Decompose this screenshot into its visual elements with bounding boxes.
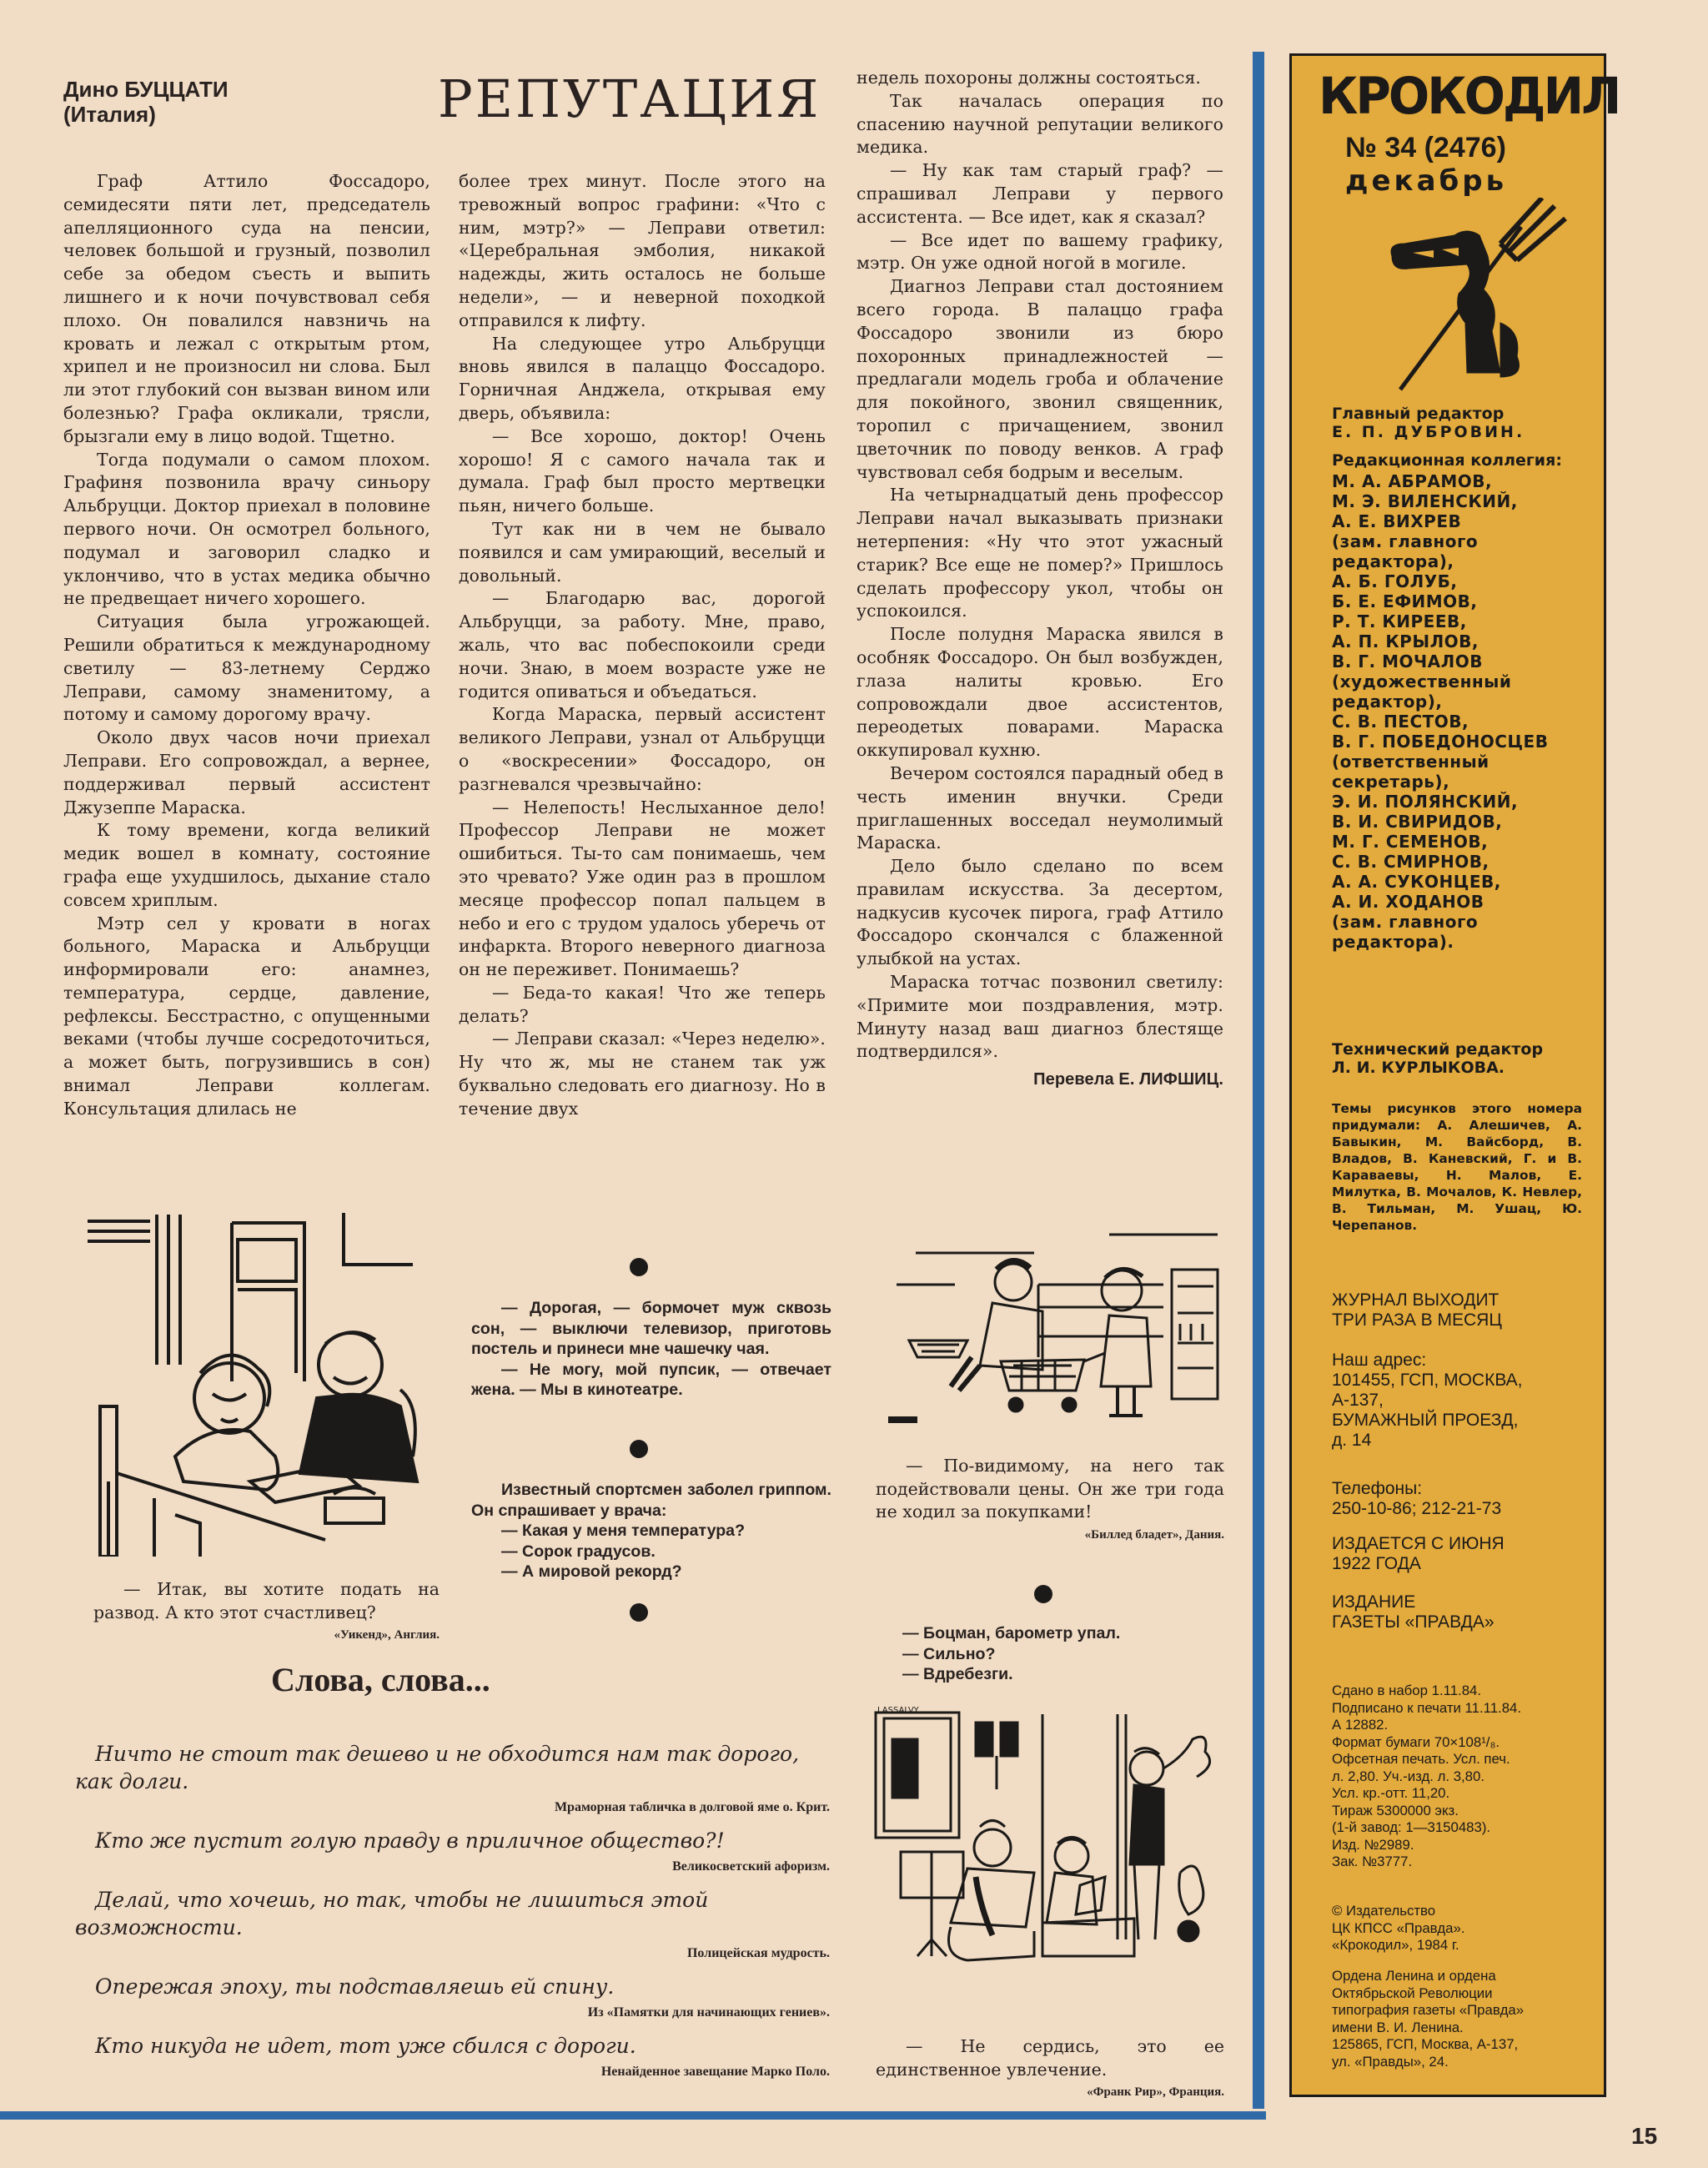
cartoon-supermarket-caption	[876, 1455, 1224, 1547]
joke-line: — Вдребезги.	[902, 1665, 1013, 1683]
translator-credit: Перевела Е. ЛИФШИЦ.	[1033, 1070, 1223, 1089]
since-line: ИЗДАЕТСЯ С ИЮНЯ	[1332, 1534, 1505, 1553]
list-line: Подписано к печати 11.11.84.	[1332, 1699, 1522, 1716]
cartoon-saxophone-illustration	[867, 1706, 1218, 1973]
editorial-board-label: Редакционная коллегия:	[1332, 451, 1562, 470]
paragraph: На четырнадцатый день профессор Леправи начал выказывать признаки нетерпения: «Ну что этот ужасный старик? Все еще не помер?» Пришлось сделать профессору укол, чтобы он успокоился.	[857, 485, 1223, 621]
joke-line: — Не могу, мой пупсик, — отвечает жена. — Мы в кинотеатре.	[471, 1360, 831, 1399]
paragraph: — Леправи сказал: «Через неделю». Ну что ж, мы не станем так уж буквально следовать его диагнозу. Но в течение двух	[459, 1029, 826, 1119]
copyright-line: ЦК КПСС «Правда».	[1332, 1919, 1465, 1936]
list-line: секретарь),	[1332, 772, 1450, 792]
paragraph: Около двух часов ночи приехал Леправи. Его сопровождал, а вернее, поддерживал первый ассистент Джузеппе Мараска.	[63, 727, 430, 817]
paragraph: — Все идет по вашему графику, мэтр. Он уже одной ногой в могиле.	[857, 229, 1223, 274]
bottom-divider	[0, 2111, 1266, 2120]
chief-editor-label: Главный редактор	[1332, 405, 1505, 423]
address-line: д. 14	[1332, 1431, 1372, 1450]
paragraph: Граф Аттило Фоссадоро, семидесяти пяти лет, председатель апелляционного суда на пенсии, человек большой и грузный, позволил себе за обедом съесть и выпить лишнего и к ночи почувствовал себя плохо. Он повалился навзничь на кровать и лежал с открытым ртом, хрипел и не произносил ни слова. Был ли этот глубокий сон вызван вином или болезнью? Графа окликали, трясли, брызгали ему в лицо водой. Тщетно.	[63, 171, 430, 446]
list-line: А 12882.	[1332, 1717, 1389, 1733]
list-line: типография газеты «Правда»	[1332, 2002, 1525, 2018]
publication-frequency	[1332, 1290, 1502, 1330]
paragraph: На следующее утро Альбруцци вновь явился в палаццо Фоссадоро. Горничная Анджела, открывая ему дверь, объявила:	[459, 333, 826, 423]
copyright-line: «Крокодил», 1984 г.	[1332, 1937, 1459, 1953]
list-line: Зак. №3777.	[1332, 1854, 1413, 1869]
aphorism	[75, 1827, 830, 1874]
list-line: А. А. СУКОНЦЕВ,	[1332, 872, 1501, 892]
list-line: ул. «Правды», 24.	[1332, 2053, 1449, 2070]
list-line: редактора).	[1332, 932, 1454, 952]
technical-editor	[1332, 1040, 1543, 1077]
address-line: 101455, ГСП, МОСКВА,	[1332, 1371, 1523, 1390]
joke-line: — Какая у меня температура?	[501, 1522, 746, 1540]
joke-line: — Сорок градусов.	[501, 1542, 656, 1561]
list-line: Р. Т. КИРЕЕВ,	[1332, 611, 1467, 631]
copyright-line: © Издательство	[1332, 1903, 1436, 1919]
printing-house	[1332, 1968, 1524, 2070]
list-line: Усл. кр.-отт. 11,20.	[1332, 1785, 1450, 1801]
joke-line: — Боцман, барометр упал.	[902, 1624, 1121, 1642]
paragraph: — Ну как там старый граф? — спрашивал Леправи у первого ассистента. — Все идет, как я сказал?	[857, 160, 1223, 227]
list-line: Формат бумаги 70×108¹/₈.	[1332, 1733, 1500, 1750]
aphorism-text: Делай, что хочешь, но так, чтобы не лишиться этой возможности.	[75, 1888, 709, 1939]
aphorism	[75, 1973, 830, 2020]
paragraph: Ситуация была угрожающей. Решили обратиться к международному светилу — 83-летнему Серджо Леправи, самому знаменитому, а потому и самому дорогому врачу.	[63, 611, 430, 725]
chief-editor-name: Е. П. ДУБРОВИН.	[1332, 423, 1525, 441]
article-column-3	[857, 67, 1223, 1092]
cartoonist-signature: LASSALVY	[877, 1706, 919, 1715]
magazine-logo: КРОКОДИЛ	[1319, 66, 1620, 126]
cartoon-saxophone-caption	[876, 2035, 1224, 2105]
list-line: Октябрьской Революции	[1332, 1984, 1493, 2001]
list-line: Ордена Ленина и ордена	[1332, 1968, 1496, 1984]
list-line: Офсетная печать. Усл. печ.	[1332, 1751, 1510, 1767]
article-author	[63, 77, 229, 127]
frequency-line: ТРИ РАЗА В МЕСЯЦ	[1332, 1310, 1502, 1330]
list-line: Э. И. ПОЛЯНСКИЙ,	[1332, 792, 1519, 812]
caption-text: — Итак, вы хотите подать на развод. А кто этот счастливец?	[93, 1579, 440, 1622]
address-line: Наш адрес:	[1332, 1351, 1427, 1370]
phones-label: Телефоны:	[1332, 1479, 1423, 1498]
paragraph: — Беда-то какая! Что же теперь делать?	[459, 982, 826, 1026]
masthead-box	[1289, 53, 1620, 2097]
list-line: С. В. ПЕСТОВ,	[1332, 712, 1469, 732]
bullet-dot	[630, 1258, 648, 1276]
author-name: Дино БУЦЦАТИ	[63, 77, 229, 102]
list-line: В. Г. МОЧАЛОВ	[1332, 651, 1484, 672]
paragraph: Мэтр сел у кровати в ногах больного, Мараска и Альбруцци информировали его: анамнез, температура, сердце, давление, рефлексы. Бесстрастно, с опущенными веками (чтобы лучше сосредоточиться, а может быть, погрузившись в сон) внимал Леправи коллегам. Консультация длилась не	[63, 913, 430, 1119]
address-line: А-137,	[1332, 1391, 1384, 1410]
list-line: А. И. ХОДАНОВ	[1332, 892, 1484, 912]
list-line: М. Г. СЕМЕНОВ,	[1332, 832, 1489, 852]
address-line: БУМАЖНЫЙ ПРОЕЗД,	[1332, 1411, 1519, 1430]
paragraph: Тут как ни в чем не бывало появился и сам умирающий, веселый и довольный.	[459, 518, 826, 586]
aphorism-source: Ненайденное завещание Марко Поло.	[600, 2065, 830, 2079]
article-title: РЕПУТАЦИЯ	[438, 68, 821, 129]
paragraph: Мараска тотчас позвонил светилу: «Примите мои поздравления, мэтр. Минуту назад ваш диагноз блестяще подтвердился».	[857, 972, 1223, 1062]
list-line: Тираж 5300000 экз.	[1332, 1802, 1459, 1818]
technical-editor-label: Технический редактор	[1332, 1040, 1544, 1059]
cartoon-supermarket-source: «Биллед бладет», Дания.	[1084, 1527, 1224, 1542]
paragraph: Диагноз Леправи стал достоянием всего города. В палаццо графа Фоссадоро звонили из бюро похоронных принадлежностей — предлагали модель гроба и облачение для покойного, звонил священник, торопил с причащением, звонил цветочник по поводу венков. А граф чувствовал себя бодрым и веселым.	[857, 276, 1223, 482]
publisher-edition	[1332, 1592, 1494, 1632]
caption-text: — Не сердись, это ее единственное увлечение.	[876, 2036, 1224, 2080]
list-line: А. Б. ГОЛУБ,	[1332, 571, 1458, 591]
aphorism	[75, 1740, 830, 1815]
paragraph: недель похороны должны состояться.	[857, 68, 1202, 88]
aphorism	[75, 2032, 830, 2080]
aphorism	[75, 1886, 830, 1961]
paragraph: Когда Мараска, первый ассистент великого Леправи, узнал от Альбруцци о «воскресении» Фоссадоро, он разгневался чрезвычайно:	[459, 704, 826, 794]
published-since	[1332, 1534, 1505, 1574]
article-column-1	[63, 170, 430, 1121]
cartoon-divorce-caption	[93, 1578, 440, 1647]
edition-line: ГАЗЕТЫ «ПРАВДА»	[1332, 1612, 1494, 1632]
paragraph: — Благодарю вас, дорогой Альбруцци, за работу. Мне, право, жаль, что вас побеспокоили среди ночи. Знаю, в моем возрасте уже не годится опиваться и объедаться.	[459, 588, 826, 702]
vertical-divider	[1253, 52, 1264, 2109]
list-line: имени В. И. Ленина.	[1332, 2019, 1464, 2035]
cartoon-themes-credits: Темы рисунков этого номера придумали: А. Алешичев, А. Бавыкин, М. Вайсборд, В. Владов, В. Каневский, Г. и В. Караваевы, Н. Малов, Е. Милутка, В. Мочалов, К. Невлер, В. Тильман, М. Ушац, Ю. Черепанов.	[1332, 1101, 1582, 1233]
page-number: 15	[1631, 2123, 1658, 2149]
joke-line: — Сильно?	[902, 1644, 996, 1663]
list-line: В. Г. ПОБЕДОНОСЦЕВ	[1332, 732, 1549, 752]
section-title-words: Слова, слова...	[271, 1661, 490, 1698]
cartoon-supermarket-illustration	[876, 1220, 1226, 1428]
caption-text: — По-видимому, на него так подействовали цены. Он же три года не ходил за покупками!	[876, 1456, 1224, 1522]
bullet-dot	[630, 1440, 648, 1458]
technical-editor-name: Л. И. КУРЛЫКОВА.	[1332, 1059, 1505, 1077]
aphorisms-list	[75, 1740, 830, 2091]
paragraph: Тогда подумали о самом плохом. Графиня позвонила врачу синьору Альбруцци. Доктор приехал в половине первого ночи. Он осмотрел больного, подумал и заговорил сладко и уклончиво, что в устах медика обычно не предвещает ничего хорошего.	[63, 449, 430, 609]
list-line: (зам. главного	[1332, 912, 1479, 932]
aphorism-source: Из «Памятки для начинающих гениев».	[587, 2005, 830, 2020]
chief-editor	[1332, 405, 1525, 441]
paragraph: К тому времени, когда великий медик вошел в комнату, состояние графа еще ухудшилось, дыхание стало совсем хриплым.	[63, 820, 430, 910]
cartoon-divorce-illustration	[83, 1206, 434, 1557]
issue-number: № 34 (2476)	[1345, 132, 1506, 163]
aphorism-source: Мраморная табличка в долговой яме о. Крит.	[554, 1800, 830, 1814]
paragraph: Так началась операция по спасению научной репутации великого медика.	[857, 90, 1223, 158]
since-line: 1922 ГОДА	[1332, 1554, 1421, 1573]
list-line: В. И. СВИРИДОВ,	[1332, 812, 1503, 832]
list-line: (ответственный	[1332, 752, 1489, 772]
list-line: Изд. №2989.	[1332, 1836, 1414, 1853]
list-line: редактора),	[1332, 551, 1454, 571]
joke-barometer	[872, 1623, 1223, 1685]
list-line: М. Э. ВИЛЕНСКИЙ,	[1332, 491, 1518, 511]
paragraph: более трех минут. После этого на тревожный вопрос графини: «Что с ним, мэтр?» — Леправи ответил: «Церебральная эмболия, никакой надежды, жить осталось не больше недели», — и неверной походкой отправился к лифту.	[459, 171, 826, 330]
list-line: Б. Е. ЕФИМОВ,	[1332, 591, 1478, 611]
paragraph: Вечером состоялся парадный обед в честь именин внучки. Среди приглашенных восседал неумолимый Мараска.	[857, 762, 1223, 853]
list-line: редактор),	[1332, 692, 1443, 712]
aphorism-text: Опережая эпоху, ты подставляешь ей спину.	[95, 1974, 615, 1999]
aphorism-text: Кто никуда не идет, тот уже сбился с дороги.	[95, 2034, 636, 2058]
editorial-address	[1332, 1351, 1522, 1451]
list-line: А. Е. ВИХРЕВ	[1332, 511, 1462, 531]
aphorism-text: Ничто не стоит так дешево и не обходится нам так дорого, как долги.	[75, 1742, 800, 1793]
author-country: (Италия)	[63, 102, 156, 127]
paragraph: Дело было сделано по всем правилам искусства. За десертом, надкусив кусочек пирога, граф Аттило Фоссадоро скончался с блаженной улыбкой на устах.	[857, 856, 1223, 969]
editorial-board-list	[1332, 471, 1548, 952]
aphorism-source: Полицейская мудрость.	[686, 1946, 830, 1960]
print-imprint	[1332, 1683, 1521, 1871]
cartoon-divorce-source: «Уикенд», Англия.	[334, 1628, 440, 1642]
bullet-dot	[630, 1603, 648, 1622]
list-line: М. А. АБРАМОВ,	[1332, 471, 1493, 491]
bullet-dot	[1034, 1585, 1052, 1603]
aphorism-source: Великосветский афоризм.	[672, 1859, 830, 1874]
list-line: (1-й завод: 1—3150483).	[1332, 1819, 1491, 1835]
cartoon-saxophone-source: «Франк Рир», Франция.	[1087, 2085, 1224, 2099]
issue-month: декабрь	[1345, 164, 1508, 198]
phone-numbers	[1332, 1479, 1501, 1519]
joke-tv	[471, 1298, 831, 1401]
edition-line: ИЗДАНИЕ	[1332, 1592, 1416, 1612]
article-column-2	[459, 170, 826, 1121]
list-line: л. 2,80. Уч.-изд. л. 3,80.	[1332, 1768, 1485, 1784]
joke-line: Известный спортсмен заболел гриппом. Он спрашивает у врача:	[471, 1481, 831, 1520]
paragraph: — Нелепость! Неслыханное дело! Профессор Леправи не может ошибиться. Ты-то сам понимаешь, чем это чревато? Уже один раз в прошлом месяце профессор попал пальцем в небо и его с трудом удалось уберечь от инфаркта. Второго неверного диагноза он не переживет. Понимаешь?	[459, 797, 826, 980]
copyright-notice	[1332, 1903, 1465, 1954]
joke-line: — А мировой рекорд?	[501, 1562, 682, 1581]
frequency-line: ЖУРНАЛ ВЫХОДИТ	[1332, 1290, 1500, 1310]
joke-line: — Дорогая, — бормочет муж сквозь сон, — выключи телевизор, приготовь постель и принеси мне чашечку чая.	[471, 1299, 831, 1358]
joke-athlete	[471, 1480, 831, 1582]
list-line: 125865, ГСП, Москва, А-137,	[1332, 2036, 1519, 2052]
phones-value: 250-10-86; 212-21-73	[1332, 1499, 1502, 1518]
paragraph: — Все хорошо, доктор! Очень хорошо! Я с самого начала так и думала. Граф был просто мертвецки пьян, ничего больше.	[459, 425, 826, 516]
list-line: А. П. КРЫЛОВ,	[1332, 631, 1479, 651]
crocodile-pitchfork-icon	[1375, 198, 1567, 398]
list-line: Сдано в набор 1.11.84.	[1332, 1683, 1482, 1698]
list-line: (художественный	[1332, 672, 1512, 692]
list-line: С. В. СМИРНОВ,	[1332, 852, 1489, 872]
paragraph: После полудня Мараска явился в особняк Фоссадоро. Он был возбужден, глаза налиты кровью. Его сопровождали двое ассистентов, переодетых поварами. Мараска оккупировал кухню.	[857, 624, 1223, 761]
list-line: (зам. главного	[1332, 531, 1479, 551]
aphorism-text: Кто же пустит голую правду в приличное общество?!	[95, 1828, 725, 1853]
